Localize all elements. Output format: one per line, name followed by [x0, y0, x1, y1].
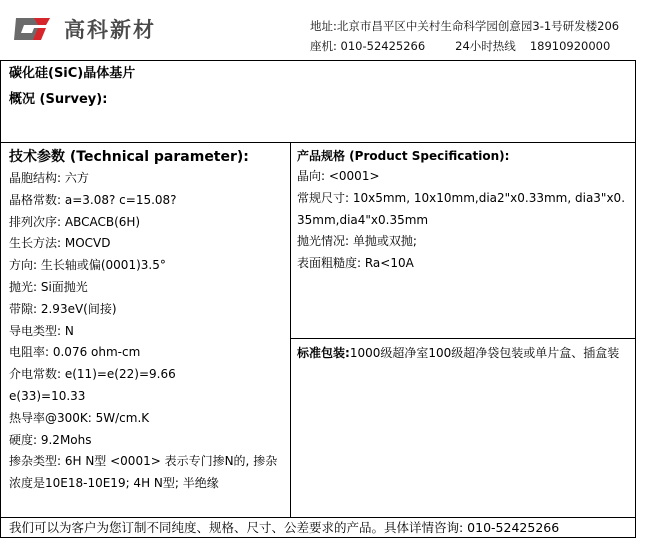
tech-line: 带隙: 2.93eV(间接) [9, 301, 117, 316]
packing-cell [291, 339, 635, 517]
tech-line: 方向: 生长轴或偏(0001)3.5° [9, 258, 166, 273]
intro-row [1, 61, 635, 143]
doping-type-text: 掺杂类型: 6H N型 <0001> 表示专门掺N的, 掺杂浓度是10E18-10E19; 4H N型; 半绝缘 [9, 454, 278, 491]
logo-mark-icon [12, 14, 54, 44]
page-header [0, 0, 647, 60]
tech-line: 抛光: Si面抛光 [9, 279, 88, 294]
packing-text [297, 342, 631, 364]
brand-name: 高科新材 [64, 18, 156, 42]
tech-line: 生长方法: MOCVD [9, 236, 111, 251]
spec-table [0, 60, 636, 538]
tech-line: e(33)=10.33 [9, 388, 86, 403]
hotline-label: 24小时热线 [455, 39, 516, 53]
polish-text: 抛光情况: 单抛或双抛; [297, 234, 417, 249]
contact-phones [310, 36, 619, 56]
technical-parameters-cell [1, 143, 291, 517]
tech-line: 硬度: 9.2Mohs [9, 432, 92, 447]
tech-line: 排列次序: ABCACB(6H) [9, 214, 141, 229]
tech-line: 晶格常数: a=3.08? c=15.08? [9, 192, 177, 207]
address-text: 地址:北京市昌平区中关村生命科学园创意园3-1号研发楼206 [310, 19, 620, 33]
packing-description: 1000级超净室100级超净袋包装或单片盒、插盒装 [349, 346, 620, 360]
footer-note: 我们可以为客户为您订制不同纯度、规格、尺寸、公差要求的产品。具体详情咨询: 010-52425266 [1, 517, 635, 537]
product-specification-title: 产品规格 (Product Specification): [297, 149, 510, 163]
company-logo [12, 14, 156, 44]
tech-line: 导电类型: N [9, 323, 74, 338]
tech-line: 介电常数: e(11)=e(22)=9.66 [9, 367, 176, 382]
survey-label: 概况 (Survey): [9, 92, 108, 107]
sizes-text: 常规尺寸: 10x5mm, 10x10mm,dia2"x0.33mm, dia3"x0.35mm,dia4"x0.35mm [297, 190, 626, 227]
orientation-text: 晶向: <0001> [297, 169, 380, 183]
hotline-number: 18910920000 [529, 39, 611, 53]
contact-info [310, 16, 619, 56]
packing-label: 标准包装: [297, 346, 350, 360]
tech-line: 热导率@300K: 5W/cm.K [9, 410, 150, 425]
document-title: 碳化硅(SiC)晶体基片 [9, 66, 136, 81]
technical-parameters-title: 技术参数 (Technical parameter): [9, 149, 249, 165]
tech-line: 电阻率: 0.076 ohm-cm [9, 345, 141, 360]
landline-text: 座机: 010-52425266 [310, 39, 426, 53]
tech-line: 晶胞结构: 六方 [9, 171, 89, 185]
product-specification-cell [291, 143, 635, 339]
roughness-text: 表面粗糙度: Ra<10A [297, 256, 414, 271]
